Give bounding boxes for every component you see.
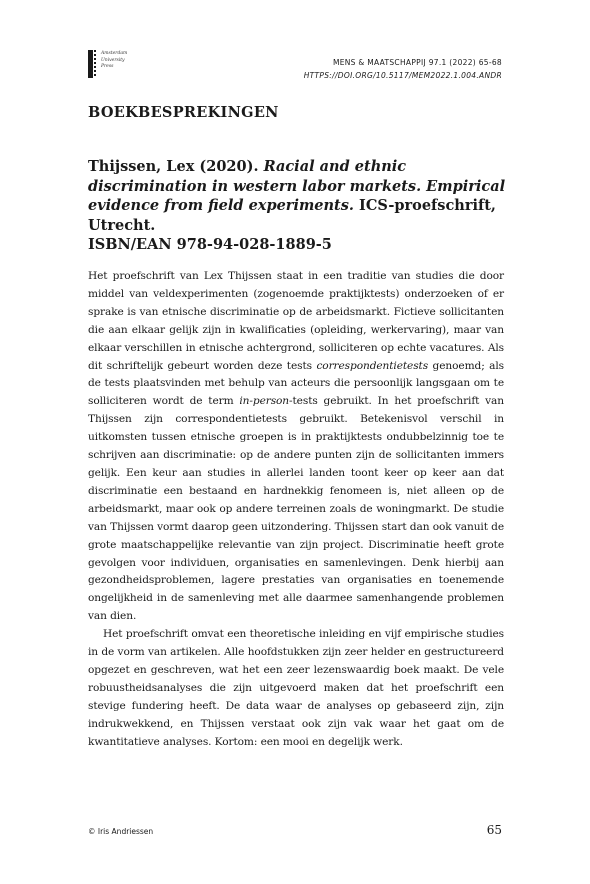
journal-citation: MENS & MAATSCHAPPIJ 97.1 (2022) 65-68 xyxy=(332,58,502,67)
book-title-italic: Racial and ethnic discrimination in western labor markets. Empirical evidence from field experiments. xyxy=(88,158,506,214)
journal-header xyxy=(304,56,502,82)
book-publisher: ICS-proefschrift, Utrecht. xyxy=(88,197,496,234)
author-year: Thijssen, Lex (2020). xyxy=(88,158,264,175)
logo-mark-icon xyxy=(88,50,93,78)
section-title: BOEKBESPREKINGEN xyxy=(88,104,279,121)
doi-link[interactable]: HTTPS://DOI.ORG/10.5117/MEM2022.1.004.ANDR xyxy=(303,71,502,80)
italic-term: correspondentietests xyxy=(316,359,429,372)
text-run: Het proefschrift van Lex Thijssen staat in een traditie van studies die door middel van veldexperimenten (zogenoemde praktijktests) onderzoeken of er sprake is van etnische discriminatie op de arbeidsmarkt. Fictieve sollicitanten die aan elkaar gelijk zijn in kwalificaties (opleiding, werkervaring), maar van elkaar verschillen in etnische achtergrond, solliciteren op echte vacatures. Als dit schriftelijk gebeurt worden deze tests xyxy=(88,270,504,372)
logo-line: University xyxy=(101,57,125,63)
logo-line: Press xyxy=(101,64,114,69)
italic-term: in-person xyxy=(239,395,290,408)
logo-text xyxy=(101,51,127,71)
logo-line: Amsterdam xyxy=(101,51,128,56)
book-title xyxy=(88,157,518,255)
review-body xyxy=(88,268,504,751)
page-number: 65 xyxy=(486,823,502,837)
isbn: ISBN/EAN 978-94-028-1889-5 xyxy=(88,236,332,253)
copyright: © Iris Andriessen xyxy=(88,827,154,836)
paragraph-2: Het proefschrift omvat een theoretische inleiding en vijf empirische studies in de vorm van artikelen. Alle hoofdstukken zijn zeer helder en gestructureerd opgezet en geschreven, wat het een zeer lezenswaardig boek maakt. De vele robuustheidsanalyses die zijn uitgevoerd maken dat het proefschrift een stevige fundering heeft. De data waar de analyses op gebaseerd zijn, zijn indrukwekkend, en Thijssen verstaat ook zijn vak waar het gaat om de kwantitatieve analyses. Kortom: een mooi en degelijk werk. xyxy=(88,628,504,748)
text-run: -tests gebruikt. In het proefschrift van Thijssen zijn correspondentietests gebruikt. Betekenisvol verschil in uitkomsten tussen etnische groepen is in praktijktests ondubbelzinnig toe te schrijven aan discriminatie: op de andere punten zijn de sollicitanten immers gelijk. Een keur aan studies in allerlei landen toont keer op keer aan dat discriminatie een bestaand en hardnekkig fenomeen is, niet alleen op de arbeidsmarkt, maar ook op andere terreinen zoals de woningmarkt. De studie van Thijssen vormt daarop geen uitzondering. Thijssen start dan ook vanuit de grote maatschappelijke relevantie van zijn project. Discriminatie heeft grote gevolgen voor individuen, organisaties en samenlevingen. Denk hierbij aan gezondheidsproblemen, lagere prestaties van organisaties en toenemende ongelijkheid in de samenleving met alle daarmee samenhangende problemen van dien. xyxy=(88,395,504,623)
paragraph-1 xyxy=(88,268,504,626)
text-run: genoemd; als de tests plaatsvinden met behulp van acteurs die persoonlijk langsgaan om te solliciteren wordt de term xyxy=(88,359,504,408)
publisher-logo xyxy=(88,50,127,78)
